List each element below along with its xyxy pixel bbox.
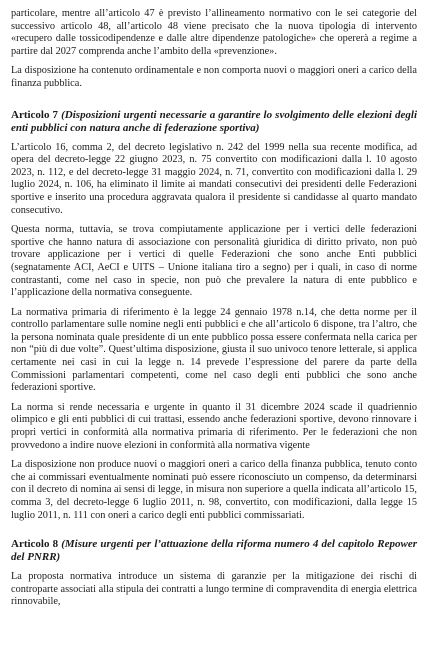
article-8-label: Articolo 8 bbox=[11, 538, 59, 551]
paragraph: Questa norma, tuttavia, se trova compiutamente applicazione per i vertici delle federazioni sportive che hanno natura di associazione con personalità giuridica di diritto privato, non può trovare applicazione per i vertici di quelle Federazioni che sono anche Enti pubblici (segnatamente ACI, AeCI e UITS – Unione italiana tiro a segno) per i quali, in caso di norme contrastanti, come nel caso in specie, non può che prevalere la natura di ente pubblico e l’applicazione della normativa conseguente. bbox=[11, 224, 417, 299]
paragraph: L’articolo 16, comma 2, del decreto legislativo n. 242 del 1999 nella sua recente modifica, ad opera del decreto-legge 22 giugno 2023, n. 75 convertito con modificazioni dalla l. 10 agosto 2023, n. 112, e del decreto-legge 31 maggio 2024, n. 71, convertito con modificazioni dalla l. 29 luglio 2024, n. 106, ha eliminato il limite ai mandati consecutivi dei presidenti delle Federazioni sportive e inserito una procedura aggravata qualora il presidente si candidasse al quarto mandato consecutivo. bbox=[11, 141, 417, 216]
article-7-title: (Disposizioni urgenti necessarie a garantire lo svolgimento delle elezioni degli enti pubblici con natura anche di federazione sportiva) bbox=[11, 108, 417, 134]
paragraph: La proposta normativa introduce un sistema di garanzie per la mitigazione dei rischi di controparte associati alla stipula dei contratti a lungo termine di compravendita di energia elettrica rinnovabile, bbox=[11, 571, 417, 608]
article-7-heading bbox=[11, 109, 417, 135]
article-8-heading bbox=[11, 538, 417, 564]
paragraph: La disposizione ha contenuto ordinamentale e non comporta nuovi o maggiori oneri a carico della finanza pubblica. bbox=[11, 65, 417, 89]
paragraph: particolare, mentre all’articolo 47 è previsto l’allineamento normativo con le sei categorie del successivo articolo 48, all’articolo 48 viene precisato che la nuova tipologia di intervento «recupero dalle tossicodipendenze e dalle altre dipendenze patologiche» che opererà a regime a partire dal 2027 comprenda anche l’ambito della «prevenzione». bbox=[11, 8, 417, 57]
article-7-label: Articolo 7 bbox=[11, 108, 59, 121]
article-8-title: (Misure urgenti per l’attuazione della riforma numero 4 del capitolo Repower del PNRR) bbox=[11, 538, 417, 564]
paragraph: La normativa primaria di riferimento è la legge 24 gennaio 1978 n.14, che detta norme per il controllo parlamentare sulle nomine negli enti pubblici e che all’articolo 6 dispone, tra l’altro, che la persona nominata quale presidente di un ente pubblico possa essere confermata nella carica per non “più di due volte”. Quest’ultima disposizione, giusta il suo univoco tenore letterale, si applica certamente nei casi in cui la legge n. 14 prevede l’espressione del parere da parte della Commissioni parlamentari competenti, come nel caso degli enti pubblici che sono anche federazioni sportive. bbox=[11, 306, 417, 394]
paragraph: La norma si rende necessaria e urgente in quanto il 31 dicembre 2024 scade il quadriennio olimpico e gli enti pubblici di cui trattasi, essendo anche federazioni sportive, devono rinnovare i propri vertici in conformità alla normativa primaria di riferimento. Per le federazioni che non provvedono a indire nuove elezioni in conformità alla normativa vigente bbox=[11, 401, 417, 451]
paragraph: La disposizione non produce nuovi o maggiori oneri a carico della finanza pubblica, tenuto conto che ai commissari eventualmente nominati può essere riconosciuto un compenso, da determinarsi con il decreto di nomina ai sensi di legge, in misura non superiore a quella indicata all’articolo 15, comma 3, del decreto-legge 6 luglio 2011, n. 98, convertito, con modificazioni, dalla legge 15 luglio 2011, n. 111 con oneri a carico degli enti pubblici commissariati. bbox=[11, 459, 417, 521]
